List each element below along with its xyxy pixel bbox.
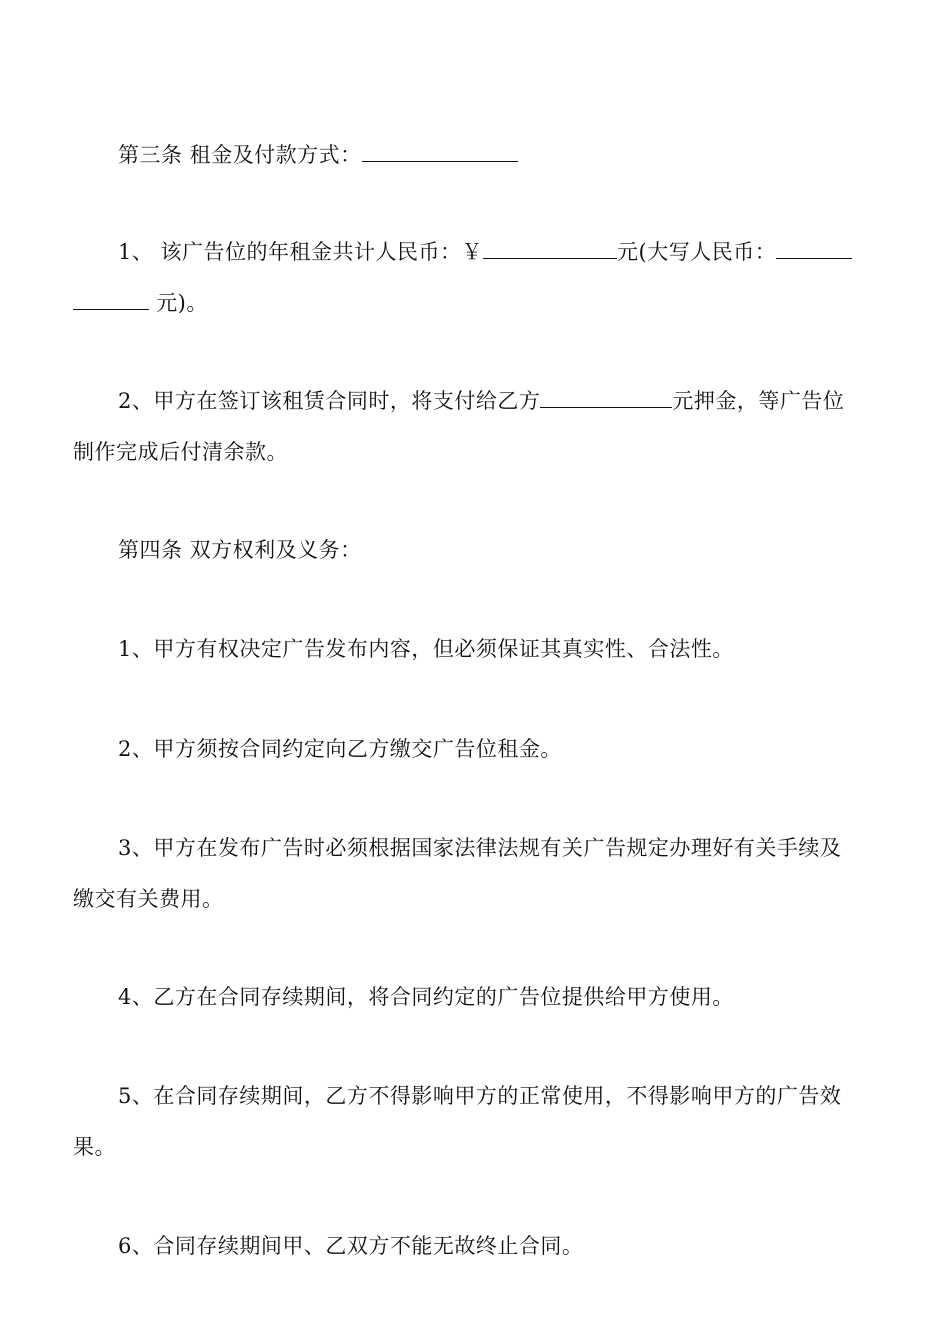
clause-3-1-line-1 [73,239,924,265]
clause-3-2-prefix: 2、甲方在签订该租赁合同时，将支付给乙方 [118,389,541,413]
clause-3-1-prefix: 1、 该广告位的年租金共计人民币：￥ [118,240,484,264]
clause-4-5-line-1: 5、在合同存续期间，乙方不得影响甲方的正常使用，不得影响甲方的广告效 [118,1084,842,1108]
rent-in-words-blank-part-2 [73,291,149,310]
clause-4-1: 1、甲方有权决定广告发布内容，但必须保证其真实性、合法性。 [118,637,734,661]
clause-3-2-suffix: 元押金，等广告位 [672,389,845,413]
clause-3-1-middle: 元(大写人民币： [617,240,777,264]
article-3-heading-text: 第三条 租金及付款方式： [118,143,362,167]
clause-4-3-line-1: 3、甲方在发布广告时必须根据国家法律法规有关广告规定办理好有关手续及 [118,836,842,860]
clause-3-2-line-1 [73,388,924,414]
clause-4-5-line-2: 果。 [73,1135,116,1159]
payment-method-blank [362,143,518,162]
clause-3-2-line-2: 制作完成后付清余款。 [73,440,288,464]
deposit-amount-blank [540,389,672,408]
annual-rent-amount-blank [483,240,617,259]
clause-4-4: 4、乙方在合同存续期间，将合同约定的广告位提供给甲方使用。 [118,985,734,1009]
clause-3-1-suffix: 元)。 [156,291,208,315]
article-3-heading [73,142,924,168]
clause-4-2: 2、甲方须按合同约定向乙方缴交广告位租金。 [118,737,562,761]
article-4-heading: 第四条 双方权利及义务： [118,538,362,562]
clause-4-3-line-2: 缴交有关费用。 [73,887,224,911]
clause-3-1-line-2 [73,290,879,316]
clause-4-6: 6、合同存续期间甲、乙双方不能无故终止合同。 [118,1234,584,1258]
rent-in-words-blank-part-1 [776,240,852,259]
